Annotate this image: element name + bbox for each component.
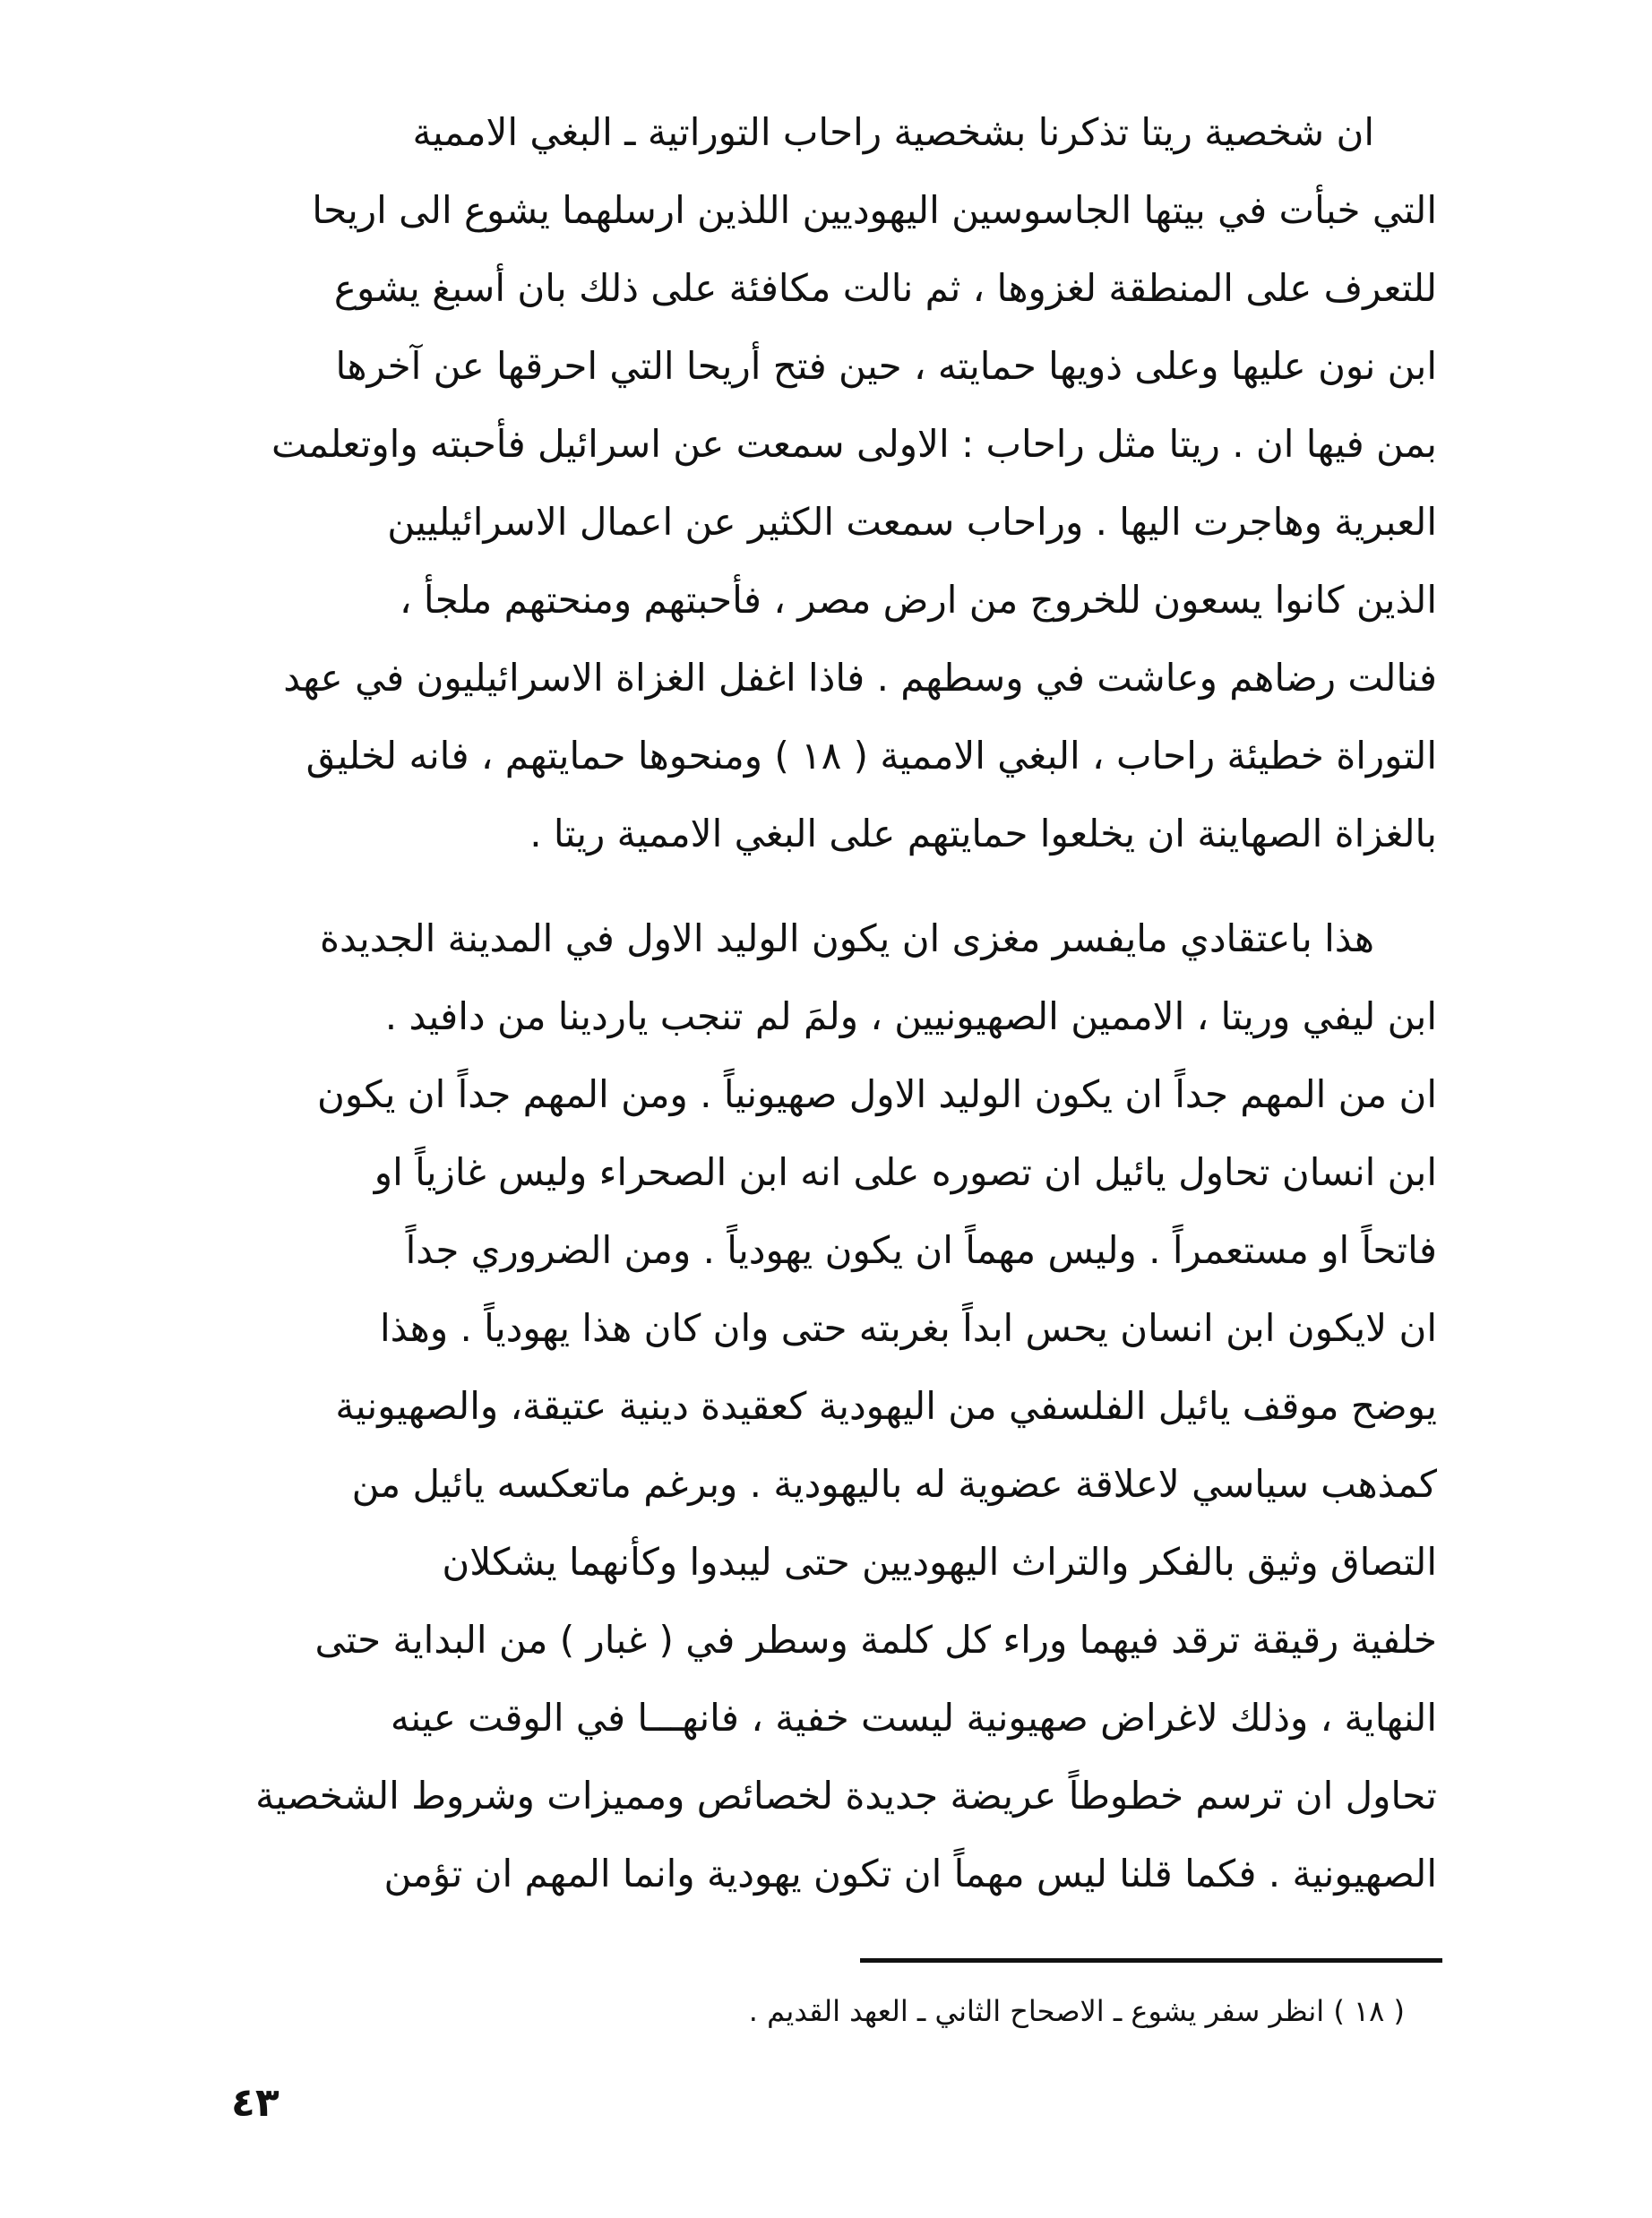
page-number: ٤٣ bbox=[231, 2080, 280, 2126]
text-line: خلفية رقيقة ترقد فيهما وراء كل كلمة وسطر في ( غبار ) من البداية حتى bbox=[314, 1618, 1437, 1662]
text-line: العبرية وهاجرت اليها . وراحاب سمعت الكثير عن اعمال الاسرائيليين bbox=[387, 500, 1437, 544]
text-line bbox=[215, 93, 1437, 171]
text-line: الذين كانوا يسعون للخروج من ارض مصر ، فأحبتهم ومنحتهم ملجأ ، bbox=[400, 578, 1437, 622]
text-line: التي خبأت في بيتها الجاسوسين اليهوديين اللذين ارسلهما يشوع الى اريحا bbox=[312, 188, 1437, 232]
text-line: ابن نون عليها وعلى ذويها حمايته ، حين فتح أريحا التي احرقها عن آخرها bbox=[335, 344, 1437, 388]
footnote: ( ١٨ ) انظر سفر يشوع ـ الاصحاح الثاني ـ العهد القديم . bbox=[748, 1994, 1405, 2028]
text-line: فنالت رضاهم وعاشت في وسطهم . فاذا اغفل الغزاة الاسرائيليون في عهد bbox=[283, 656, 1437, 700]
footnote-divider bbox=[860, 1958, 1442, 1963]
text-line: ان لايكون ابن انسان يحس ابداً بغربته حتى وان كان هذا يهودياً . وهذا bbox=[379, 1306, 1437, 1350]
text-line: ابن ليفي وريتا ، الاممين الصهيونيين ، ولمَ لم تنجب ياردينا من دافيد . bbox=[384, 994, 1437, 1038]
text-line: فاتحاً او مستعمراً . وليس مهماً ان يكون يهودياً . ومن الضروري جداً bbox=[405, 1228, 1437, 1272]
text-line: يوضح موقف يائيل الفلسفي من اليهودية كعقيدة دينية عتيقة، والصهيونية bbox=[335, 1384, 1437, 1428]
text-line: الصهيونية . فكما قلنا ليس مهماً ان تكون يهودية وانما المهم ان تؤمن bbox=[383, 1852, 1437, 1896]
text-line: التصاق وثيق بالفكر والتراث اليهوديين حتى ليبدوا وكأنهما يشكلان bbox=[442, 1540, 1437, 1584]
text-line: بمن فيها ان . ريتا مثل راحاب : الاولى سمعت عن اسرائيل فأحبته واوتعلمت bbox=[271, 422, 1437, 466]
paragraph-1 bbox=[215, 93, 1437, 873]
text-line: للتعرف على المنطقة لغزوها ، ثم نالت مكافئة على ذلك بان أسبغ يشوع bbox=[333, 266, 1437, 310]
text-line: تحاول ان ترسم خطوطاً عريضة جديدة لخصائص ومميزات وشروط الشخصية bbox=[255, 1774, 1437, 1818]
line-text: ان شخصية ريتا تذكرنا بشخصية راحاب التوراتية ـ البغي الاممية bbox=[412, 110, 1374, 154]
text-line: ابن انسان تحاول يائيل ان تصوره على انه ابن الصحراء وليس غازياً او bbox=[374, 1150, 1437, 1194]
line-text: هذا باعتقادي مايفسر مغزى ان يكون الوليد الاول في المدينة الجديدة bbox=[319, 916, 1374, 960]
text-line: ان من المهم جداً ان يكون الوليد الاول صهيونياً . ومن المهم جداً ان يكون bbox=[317, 1072, 1437, 1116]
text-line: بالغزاة الصهاينة ان يخلعوا حمايتهم على البغي الاممية ريتا . bbox=[529, 812, 1437, 855]
text-line bbox=[215, 899, 1437, 977]
text-line: النهاية ، وذلك لاغراض صهيونية ليست خفية ، فانهـــا في الوقت عينه bbox=[390, 1696, 1437, 1740]
text-line: التوراة خطيئة راحاب ، البغي الاممية ( ١٨ ) ومنحوها حمايتهم ، فانه لخليق bbox=[305, 734, 1437, 778]
text-line: كمذهب سياسي لاعلاقة عضوية له باليهودية . وبرغم ماتعكسه يائيل من bbox=[351, 1462, 1437, 1506]
paragraph-2 bbox=[215, 899, 1437, 1913]
